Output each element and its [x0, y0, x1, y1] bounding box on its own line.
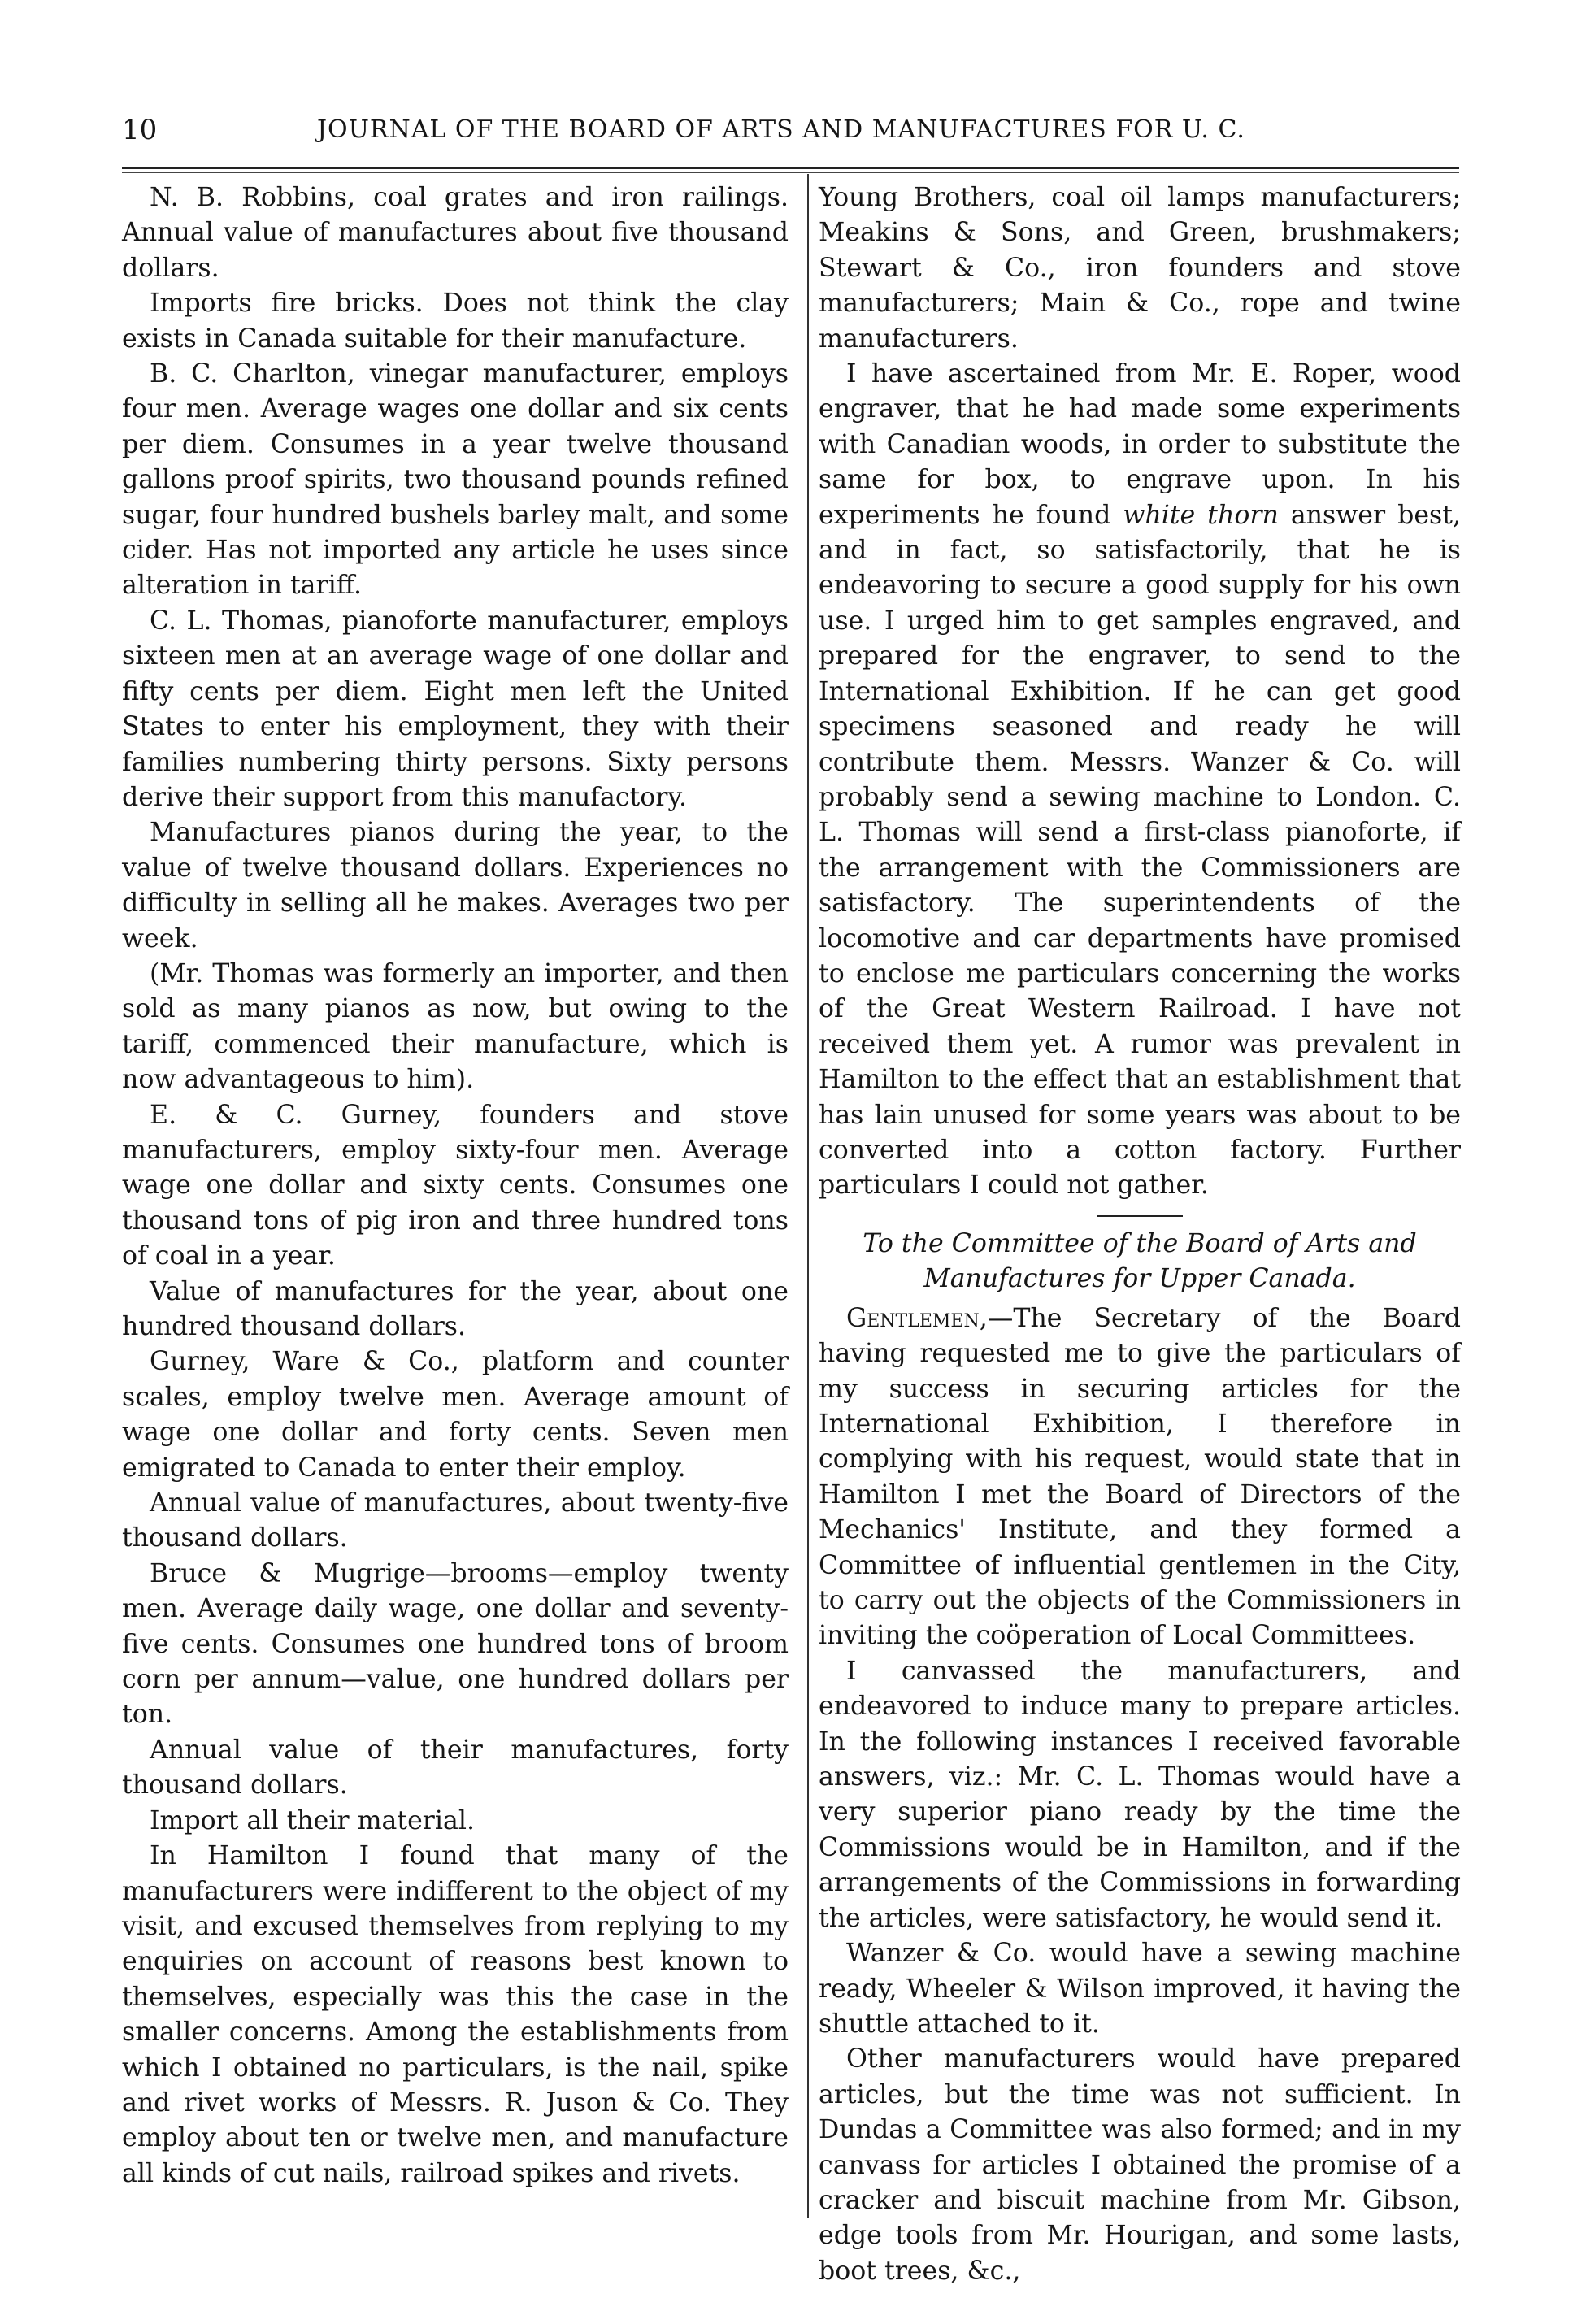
paragraph: Manufactures pianos during the year, to the value of twelve thousand dollars. Experiences no difficulty in selling all he makes. Averages two per week.: [122, 818, 789, 953]
paragraph: Annual value of their manufactures, forty thousand dollars.: [122, 1735, 789, 1801]
paragraph: E. & C. Gurney, founders and stove manufacturers, employ sixty-four men. Average wage one dollar and sixty cents. Consumes one thousand tons of pig iron and three hundred tons of coal in a year.: [122, 1100, 789, 1271]
header-rule-thin: [122, 172, 1459, 173]
paragraph: Wanzer & Co. would have a sewing machine ready, Wheeler & Wilson improved, it having the shuttle attached to it.: [819, 1939, 1461, 2039]
paragraph: Imports fire bricks. Does not think the clay exists in Canada suitable for their manufacture.: [122, 289, 789, 354]
paragraph: In Hamilton I found that many of the manufacturers were indifferent to the object of my visit, and excused themselves from replying to my enquiries on account of reasons best known to themselves, especially was this the case in the smaller concerns. Among the establishments from which I obtained no particulars, is the nail, spike and rivet works of Messrs. R. Juson & Co. They employ about ten or twelve men, and manufacture all kinds of cut nails, railroad spikes and rivets.: [122, 1841, 789, 2188]
paragraph: C. L. Thomas, pianoforte manufacturer, employs sixteen men at an average wage of one dollar and fifty cents per diem. Eight men left the United States to enter his employment, they with their families numbering thirty persons. Sixty persons derive their support from this manufactory.: [122, 606, 789, 812]
section-divider: [1097, 1215, 1183, 1217]
paragraph: I canvassed the manufacturers, and endeavored to induce many to prepare articles. In the following instances I received favorable answers, viz.: Mr. C. L. Thomas would have a very superior piano ready by the time the Commissions would be in Hamilton, and if the arrangements of the Commissions in forwarding the articles, were satisfactory, he would send it.: [819, 1656, 1461, 1933]
paragraph: Other manufacturers would have prepared articles, but the time was not sufficient. In Dundas a Committee was also formed; and in my canvass for articles I obtained the promise of a cracker and biscuit machine from Mr. Gibson, edge tools from Mr. Hourigan, and some lasts, boot trees, &c.,: [819, 2044, 1461, 2286]
text-run: —The Secretary of the Board having requested me to give the particulars of my success in securing articles for the International Exhibition, I therefore in complying with his request, would state that in Hamilton I met the Board of Directors of the Mechanics' Institute, and they formed a Committee of influential gentlemen in the City, to carry out the objects of the Commissioners in inviting the coöperation of Local Committees.: [819, 1303, 1461, 1651]
paragraph: Young Brothers, coal oil lamps manufacturers; Meakins & Sons, and Green, brushmakers; Stewart & Co., iron founders and stove manufacturers; Main & Co., rope and twine manufacturers.: [819, 183, 1461, 354]
paragraph: Value of manufactures for the year, about one hundred thousand dollars.: [122, 1276, 789, 1341]
right-column: [819, 180, 1461, 2289]
italic-text: white thorn: [1123, 500, 1279, 530]
paragraph: [819, 357, 1461, 1204]
paragraph: [819, 1301, 1461, 1654]
paragraph: B. C. Charlton, vinegar manufacturer, employs four men. Average wages one dollar and six cents per diem. Consumes in a year twelve thousand gallons proof spirits, two thousand pounds refined sugar, four hundred bushels barley malt, and some cider. Has not imported any article he uses since alteration in tariff.: [122, 359, 789, 601]
running-title: JOURNAL OF THE BOARD OF ARTS AND MANUFACTURES FOR U. C.: [317, 115, 1245, 144]
page-header: [122, 114, 1455, 163]
paragraph: Annual value of manufactures, about twenty-five thousand dollars.: [122, 1488, 789, 1553]
paragraph: Bruce & Mugrige—brooms—employ twenty men. Average daily wage, one dollar and seventy-five cents. Consumes one hundred tons of broom corn per annum—value, one hundred dollars per ton.: [122, 1558, 789, 1730]
paragraph: N. B. Robbins, coal grates and iron railings. Annual value of manufactures about five thousand dollars.: [122, 183, 789, 283]
column-divider: [807, 174, 809, 2218]
text-run: I have ascertained from Mr. E. Roper, wood engraver, that he had made some experiments with Canadian woods, in order to substitute the same for box, to engrave upon. In his experiments he found: [819, 359, 1461, 530]
letter-salutation: Gentlemen,: [846, 1303, 988, 1333]
letter-addressee: To the Committee of the Board of Arts and Manufactures for Upper Canada.: [863, 1228, 1417, 1293]
paragraph: Import all their material.: [150, 1805, 475, 1835]
page-number: 10: [122, 114, 158, 146]
paragraph: Gurney, Ware & Co., platform and counter scales, employ twelve men. Average amount of wage one dollar and forty cents. Seven men emigrated to Canada to enter their employ.: [122, 1347, 789, 1483]
paragraph: (Mr. Thomas was formerly an importer, and then sold as many pianos as now, but owing to the tariff, commenced their manufacture, which is now advantageous to him).: [122, 958, 789, 1095]
left-column: [122, 180, 789, 2192]
text-run: answer best, and in fact, so satisfactorily, that he is endeavoring to secure a good supply for his own use. I urged him to get samples engraved, and prepared for the engraver, to send to the International Exhibition. If he can get good specimens seasoned and ready he will contribute them. Messrs. Wanzer & Co. will probably send a sewing machine to London. C. L. Thomas will send a first-class pianoforte, if the arrangement with the Commissioners are satisfactory. The superintendents of the locomotive and car departments have promised to enclose me particulars concerning the works of the Great Western Railroad. I have not received them yet. A rumor was prevalent in Hamilton to the effect that an establishment that has lain unused for some years was about to be converted into a cotton factory. Further particulars I could not gather.: [819, 500, 1462, 1201]
header-rule: [122, 167, 1459, 169]
